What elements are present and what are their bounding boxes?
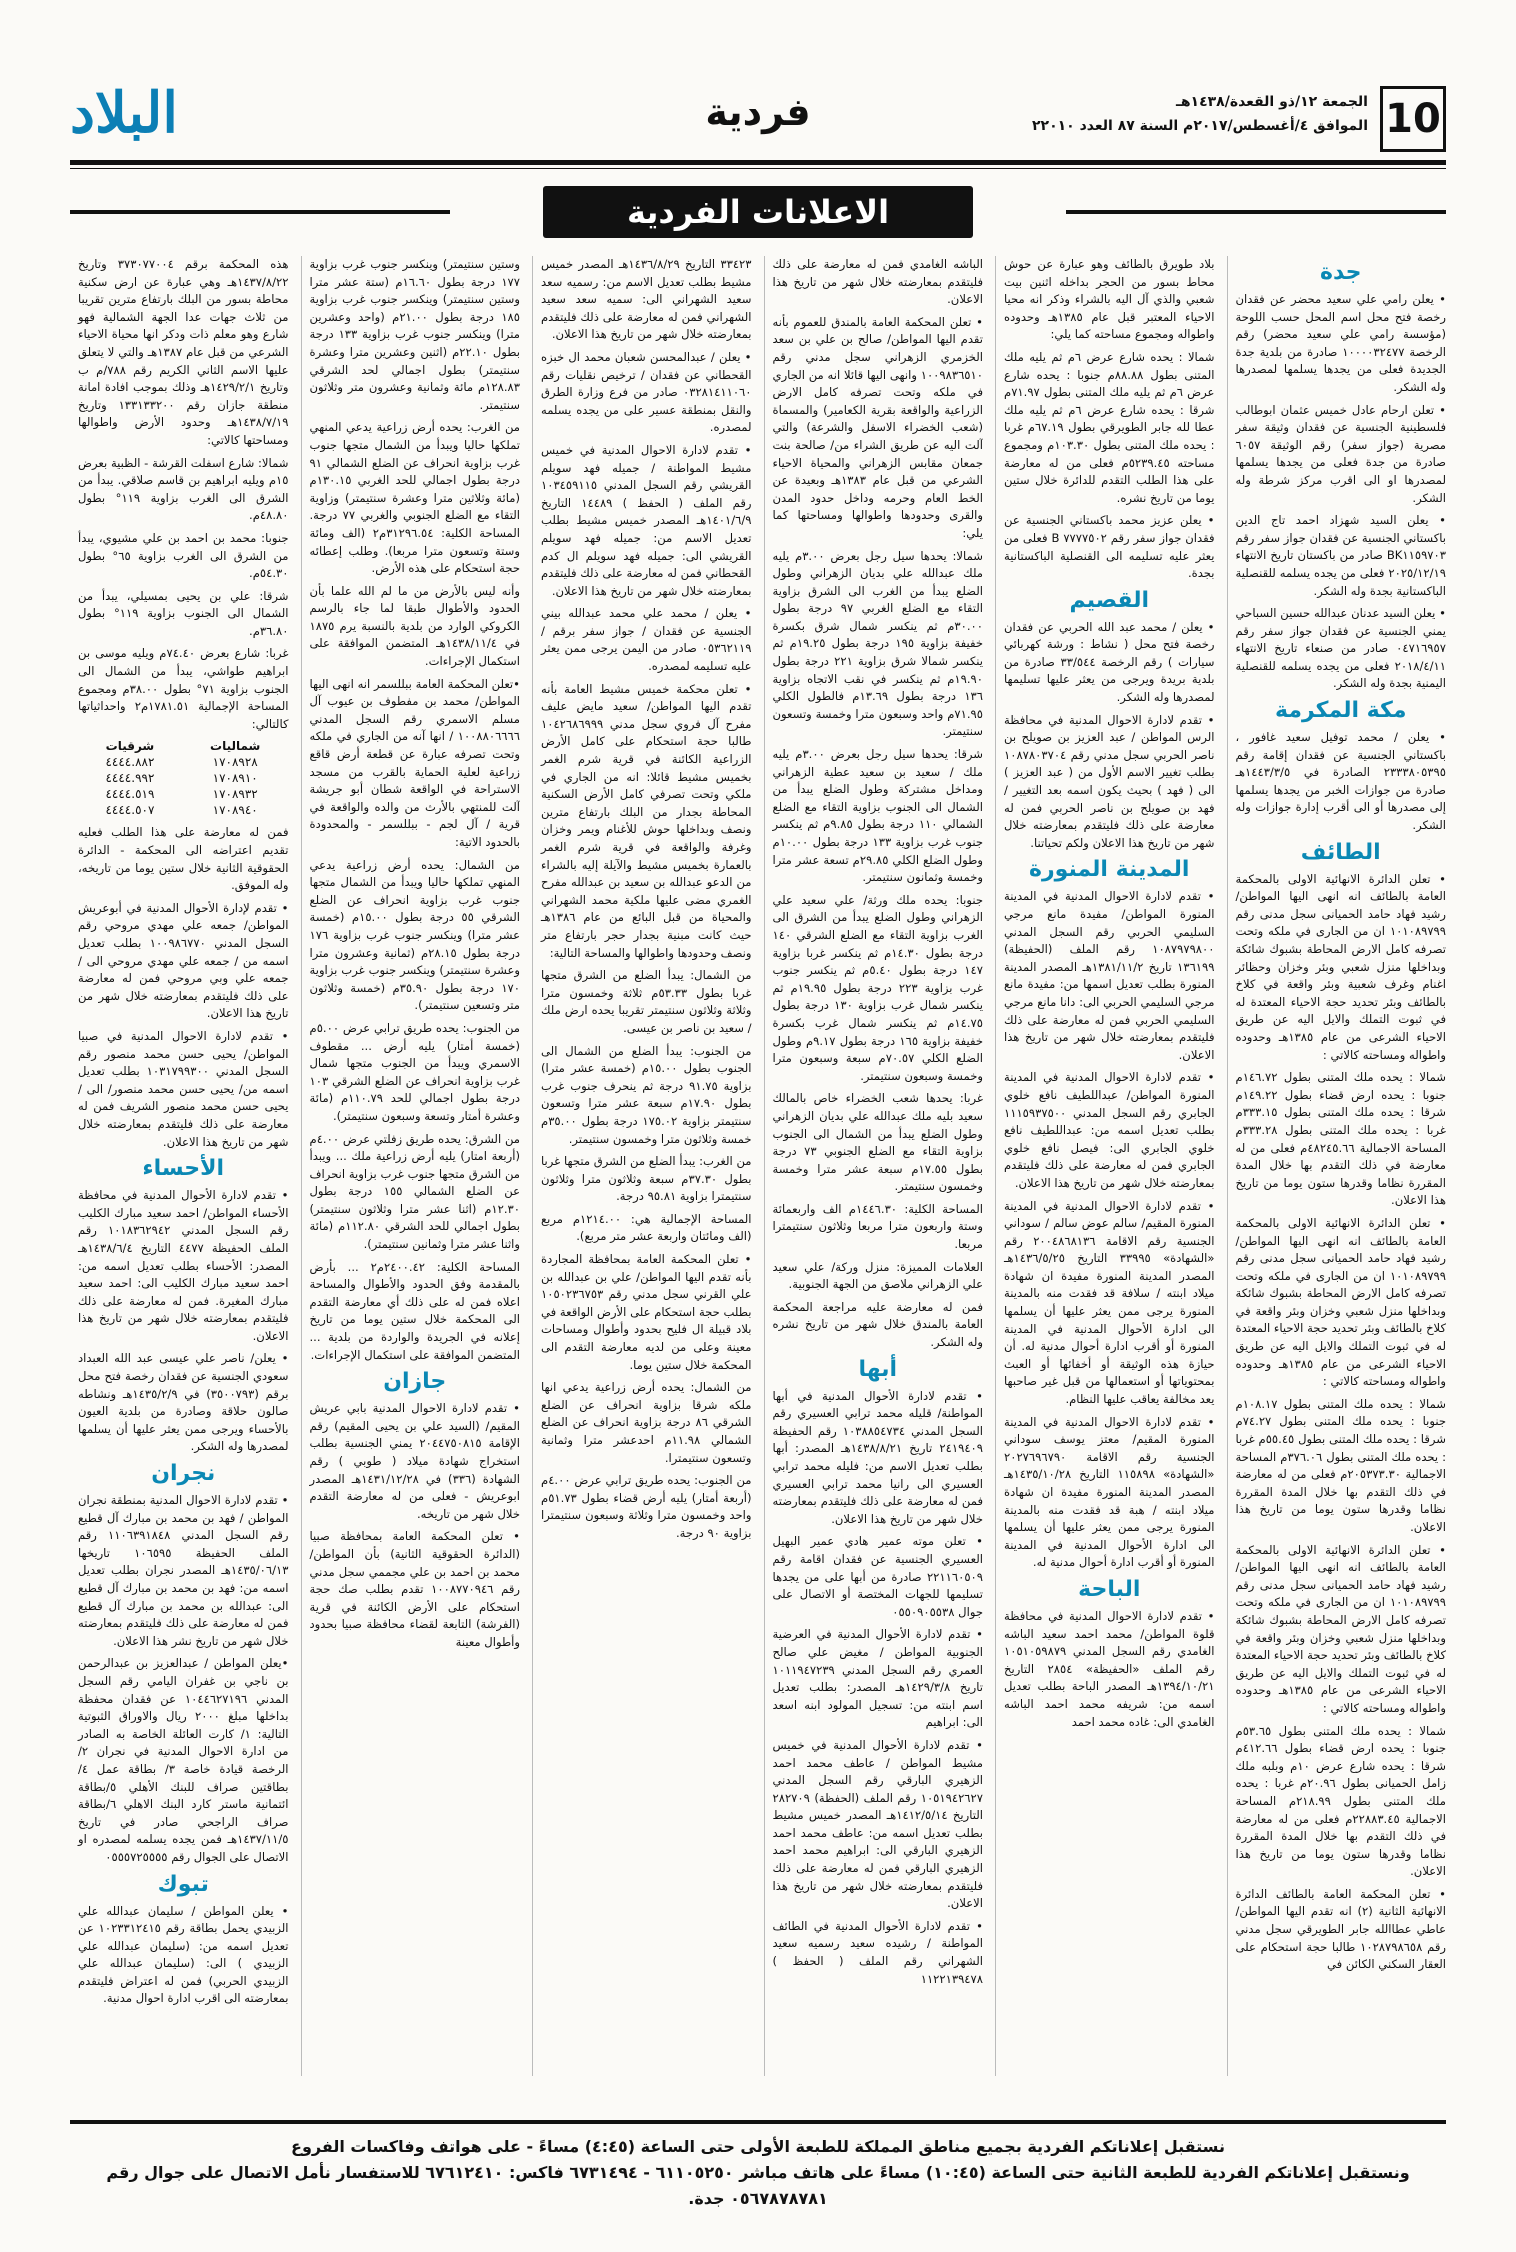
ads-columns [70, 256, 1446, 2076]
ad-text: • تقدم لادارة الأحوال المدنية في خميس مشيط المواطن / عاطف محمد احمد الزهيري البارقي رقم السجل المدني ١٠٥١٩٤٢٦٢٧ رقم الملف (الحفظة) ٢٨٢٧٠٩ التاريخ ١٤١٢/٥/١٤هـ المصدر خميس مشيط بطلب تعديل اسمه من: عاطف محمد احمد الزهيري البارقي الى: ابراهيم محمد احمد الزهيري البارقي فمن له معارضة على ذلك فليتقدم بمعارضته خلال شهر من تاريخ هذا الاعلان. [772, 1737, 983, 1911]
ad-text: • تقدم لادارة الاحوال المدنية في المدينة المنورة المواطن/ عبداللطيف نافع خلوي الجابري رقم السجل المدني ١١١٥٩٣٧٥٠٠ بطلب تعديل اسمه من: عبداللطيف نافع خلوي الجابري الى: فيصل نافع خلوي الجابري فمن له معارضة على ذلك فليتقدم بمعارضته خلال شهر من تاريخ هذا الاعلان. [1004, 1070, 1215, 1190]
ad-text: • تقدم لادارة الأحوال المدنية في أبها المواطنة/ قليله محمد ترابي العسيري رقم السجل المدني ١٠٣٨٨٥٤٧٣٤ رقم الحفيظة ٢٤١٩٤٠٩ تاريخ ١٤٣٨/٨/٢١هـ المصدر: أبها بطلب تعديل الاسم من: فليله محمد ترابي العسيري الى رانيا محمد ترابي العسيري فمن له معارضة على ذلك فليتقدم بمعارضته خلال شهر من تاريخ هذا الاعلان. [772, 1388, 983, 1526]
ad-text: • يعلن / محمد عبد الله الحربي عن فقدان رخصة فتح محل ( نشاط : ورشة كهربائي سيارات ) رقم الرخصة ٣٣/٥٤٤ صادرة من بلدية بريدة ويرجى من يعثر عليها تسليمها لمصدرها وله الشكر. [1004, 619, 1215, 705]
ad-text: شمالا: شارع اسفلت القرشة - الظبية بعرض ١٥م ويليه ابراهيم بن قاسم صلاقي. يبدأ من الشرق الى الغرب بزاوية ١١٩° بطول ٤٨.٨٠م. [78, 455, 289, 523]
ad-text: • تعلن الدائرة الانهائية الاولى بالمحكمة العامة بالطائف انه انهى اليها المواطن/ رشيد فهاد حامد الحميانى سجل مدنى رقم ١٠١٠٨٩٧٩٩ ان من الجارى في ملكه وتحت تصرفه كامل الارض المحاطة بشبوك شائكة وبداخلها منزل شعبي وبئر وخزان وحظائر اغنام وغرف شعبية وبئر واقعة في كلاخ بالطائف وبئر تحديد حجة الاحياء المعتدة له في ثبوت التملك والايل اليه عن طريق الاحياء الشرعى من عام ١٣٨٥هـ وحدوده واطواله ومساحته كالاتي : [1235, 871, 1446, 1062]
ad-text: الباشه الغامدي فمن له معارضة على ذلك فليتقدم بمعارضته خلال شهر من تاريخ هذا الاعلان. [772, 257, 983, 307]
banner-title: الاعلانات الفردية [543, 186, 973, 238]
ad-text: • تقدم لادارة الاحوال المدنية بابي عريش المقيم/ (السيد علي بن يحيى المقيم) رقم الإقامة ٢٠٤٤٧٥٠٨١٥ يمني الجنسية بطلب استخراج شهادة ميلاد ( طوبي ) رقم الشهادة (٣٣٦) في ١٤٣١/١٢/٢٨هـ المصدر ابوعريش - فعلى من له معارضة التقدم خلال شهر من تاريخه. [309, 1401, 520, 1521]
ad-text: المساحة الكلية: ٢٤٠٠.٤٢م٢ ... بأرض بالمقدمة وفق الحدود والأطوال والمساحة اعلاه فمن له على ذلك أي معارضة التقدم الى المحكمة خلال ستين يوما من تاريخ إعلانه في الجريدة والواردة من بلدية ... المتضمن الموافقة على استكمال الإجراءات. [309, 1259, 520, 1362]
ad-text: • تعلن المحكمة العامة بمحافظة المجاردة بأنه تقدم اليها المواطن/ علي بن عبدالله بن علي القرني سجل مدني رقم ١٠٥٠٢٣٦٧٥٣ بطلب حجة استحكام على الأرض الواقعة في بلاد قبيلة ال فليح بحدود وأطوال ومساحات معينة وعلى من لديه معارضة التقدم الى المحكمة خلال ستين يوما. [541, 1252, 752, 1372]
ad-text: • تقدم لادارة الاحوال المدنية في صبيا المواطن/ يحيى حسن محمد منصور رقم السجل المدني ١٠٣١٧٩٩٣٠٠ بطلب تعديل اسمه من/ يحيى حسن محمد منصور/ الى / يحيى حسن محمد منصور الشريف فمن له معارضة على ذلك فليتقدم بمعارضته خلال شهر من تاريخ هذا الاعلان. [78, 1028, 289, 1149]
ad-text: • يعلن المواطن / سليمان عبدالله علي الزبيدي يحمل بطاقة رقم ١٠٢٣٣١٢٤١٥ عن تعديل اسمه من: (سليمان عبدالله علي الزبيدي ) الى: (سليمان عبدالله علي الزبيدي الحربي) فمن له اعتراض فليتقدم بمعارضته الى اقرب ادارة احوال مدنية. [78, 1903, 289, 2006]
ad-text: من الشرق: يحده طريق زفلتي عرض ٤.٠٠م (أربعة امتار) يليه أرض زراعية ملك ... ويبدأ من الشرق متجها جنوب غرب بزاوية انحراف عن الضلع الشمالي ١٥٥ درجة بطول ١٢.٣٠م (اثنا عشر مترا وثلاثون سنتيمتر) بطول اجمالي للحد الشرقي ١١٢.٨٠م (مائة واثنا عشر مترا وثمانين سنتيمتر). [309, 1131, 520, 1252]
ad-text: • تقدم لادارة الاحوال المدنية في محافظة الرس المواطن / عبد العزيز بن صويلح بن ناصر الحربي سجل مدني رقم ١٠٨٧٨٠٣٧٠٤ بطلب تغيير الاسم الأول من ( عبد العزيز ) الى ( فهد ) بحيث يكون اسمه بعد التغيير / فهد بن صويلح بن ناصر الحربي فمن له معارضة على ذلك فليتقدم بمعارضته خلال شهر من تاريخ هذا الاعلان ولكم تحياتنا. [1004, 712, 1215, 850]
ad-text: • تقدم لإدارة الأحوال المدنية في أبوعريش المواطن/ جمعه علي مهدي مروحي رقم السجل المدني ١٠٠٩٨٦٧٧٠ بطلب تعديل اسمه من / جمعه علي مهدي مروحي الى / جمعه علي وبي مروحي فمن له معارضة على ذلك فليتقدم بمعارضته خلال شهر من تاريخ هذا الاعلان. [78, 900, 289, 1021]
ad-text: • تعلن الدائرة الانهائية الاولى بالمحكمة العامة بالطائف انه انهى اليها المواطن/ رشيد فهاد حامد الحميانى سجل مدنى رقم ١٠١٠٨٩٧٩٩ ان من الجارى في ملكه وتحت تصرفه كامل الارض المحاطة بشبوك شائكة وبداخلها منزل شعبي وخزان وبئر واقعة في كلاخ بالطائف وبئر تحديد حجة الاحياء المعتدة له في ثبوت التملك والايل اليه عن طريق الاحياء الشرعى من عام ١٣٨٥هـ وحدوده واطواله ومساحته كالاتي : [1235, 1215, 1446, 1389]
city-heading: نجران [151, 1461, 216, 1487]
ad-text: العلامات المميزة: منزل وركة/ علي سعيد علي الزهراني ملاصق من الجهة الجنوبية. [772, 1259, 983, 1292]
ad-text: • يعلن السيد عدنان عبدالله حسين السباحي يمني الجنسية عن فقدان جواز سفر رقم ٠٤٧١٦٩٥٧ صادر من صنعاء تاريخ الانتهاء ٢٠١٨/٤/١١ فعلى من يجده يسلمه للقنصلية اليمنية بجدة وله الشكر. [1235, 606, 1446, 691]
coordinates-table [78, 738, 289, 818]
ad-text: من الجنوب: يحده طريق ترابي عرض ٥.٠٠م (خمسة أمتار) يليه أرض ... مقطوف الاسمري ويبدأ من الجنوب متجها شمال غرب بزاوية انحراف عن الضلع الشرقي ١٠٣ درجة بطول اجمالي للحد ١١٠.٧٩م (مائة وعشرة أمتار وتسعة وسبعون سنتيمتر). [309, 1020, 520, 1123]
ad-text: من الغرب: يبدأ الضلع من الشرق متجها غربا بطول ٣٧.٣٠م سبعة وثلاثون مترا وثلاثون سنتيمترا بزاوية ٩٥.٨١ درجة. [541, 1154, 752, 1204]
ad-text: • تعلن الدائرة الانهائية الاولى بالمحكمة العامة بالطائف انه انهى اليها المواطن/ رشيد فهاد حامد الحميانى سجل مدنى رقم ١٠١٠٨٩٧٩٩ ان من الجارى في ملكه وتحت تصرفه كامل الارض المحاطة بشبوك شائكة وبداخلها منزل شعبي وخزان وبئر واقعة في كلاخ بالطائف وبئر تحديد حجة الاحياء المعتدة له في ثبوت التملك والايل اليه عن طريق الاحياء الشرعى من عام ١٣٨٥هـ وحدوده واطواله ومساحته كالاتي : [1235, 1542, 1446, 1715]
ad-text: شمالا : يحده ملك المتنى بطول ١٤٦.٧٢م جنوبا : يحده ارض قضاء بطول ١٤٩.٢٢م شرقا : يحده ملك المتنى بطول ٣٣٣.١٥م غربا : يحده ملك المتنى بطول ٣٣٣.٢٨م المساحة الاجمالية ٤٨٢٤٥.٦٦م فعلى من له معارضة في ذلك التقدم بها خلال المدة المقررة نظاما وقدرها ستون يوما من تاريخ هذا الاعلان. [1235, 1070, 1446, 1208]
ad-text: • تقدم لادارة الاحوال المدنية في خميس مشيط المواطنة / جميله فهد سويلم القريشي رقم السجل المدني ١٠٣٤٥٩١١٥ رقم الملف ( الحفظ ) ١٤٤٨٩ التاريخ ١٤٠١/٦/٩هـ المصدر خميس مشيط بطلب تعديل الاسم من: جميله فهد سويلم القريشي الى: جميله فهد سويلم ال كدم القحطاني فمن له معارضة على ذلك فليتقدم بمعارضته خلال شهر من تاريخ هذا الاعلان. [541, 442, 752, 598]
city-heading: الباحة [1078, 1576, 1141, 1602]
ad-text: ٣٣٤٢٣ التاريخ ١٤٣٦/٨/٢٩هـ المصدر خميس مشيط بطلب تعديل الاسم من: رسميه سعد سعيد الشهراني الى: سميه سعد سعيد الشهراني فمن له معارضة على ذلك فليتقدم بمعارضته خلال شهر من تاريخ هذا الاعلان. [541, 257, 752, 342]
ad-text: المساحة الكلية: ١٤٤٦.٣٠م الف واربعمائة وستة واربعون مترا مربعا وثلاثون سنتيمترا مربعا. [772, 1201, 983, 1252]
ad-column [70, 256, 289, 2076]
table-cell: ٤٤٤٤.٨٨٢ [105, 755, 155, 770]
ad-text: • تقدم لادارة الاحوال المدنية في المدينة المنورة المقيم/ معتز يوسف سوداني الجنسية رقم الاقامة ٢٠٢٧٦٩٦٧٩٠ «الشهادة» ١١٥٨٩٨ التاريخ ١٤٣٥/١٠/٢٨هـ المصدر المدينة المنورة مفيدة ان شهادة ميلاد ابنته / هبة قد فقدت منه بالمدينة المنورة يرجى ممن يعثر عليها أن يسلمها الى ادارة الأحوال المدنية في المدينة المنورة أو أقرب ادارة أحوال مدنية له. [1004, 1414, 1215, 1570]
ad-text: من الجنوب: يبدأ الضلع من الشمال الى الجنوب بطول ١٥.٠٠م (خمسة عشر مترا) بزاوية ٩١.٧٥ درجة ثم ينحرف جنوب غرب بطول ١٧.٩٠م سبعة عشر مترا وتسعون سنتيمتر بزاوية ١٧٥.٠٢ درجة بطول ٣٥.٠٠م خمسة وثلاثون مترا وخمسون سنتيمتر. [541, 1043, 752, 1146]
city-heading: المدينة المنورة [1029, 857, 1190, 883]
table-row [78, 786, 289, 802]
ad-text: شمالا: يحدها سيل رجل بعرض ٣.٠٠م يليه ملك عبدالله علي بديان الزهراني وطول الضلع يبدأ من الغرب الى الشرق بزاوية التقاء مع الضلع الغربي ٩٧ درجة بطول ٣٠.٠٠م ثم ينكسر شمال شرق بكسرة خفيفة بزاوية ١٩٥ درجة بطول ١٩.٢٥م ثم ينكسر شمالا شرق بزاوية ٢٢١ درجة بطول ١٩.٩٠م ثم ينكسر في نقب الاتجاه بزاوية ١٣٦ درجة بطول ١٣.٦٩م فالطول الكلي ٧١.٩٥م واحد وسبعون مترا وخمسة وتسعون سنتيمتر. [772, 548, 983, 739]
ad-text: من الغرب: يحده أرض زراعية يدعي المنهي تملكها حاليا ويبدأ من الشمال متجها جنوب غرب بزاوية انحراف عن الضلع الشمالي ٩١ درجة بطول اجمالي للحد الغربي ١٣٠.١٥م (مائة وثلاثين مترا وعشرة سنتيمتر) وزاوية التقاء مع الضلع الجنوبي والغربي ٧٧ درجة. المساحة الكلية: ٣١٢٩٦.٥٤م٢ (الف ومائة وستة وتسعون مترا مربعا). وطلب إعطائه حجة استحكام على هذه الأرض. [309, 420, 520, 576]
table-cell: ٤٤٤٤.٥٠٧ [105, 803, 155, 818]
ad-text: من الشمال: يحده أرض زراعية يدعي المنهي تملكها حاليا ويبدأ من الشمال متجها جنوب غرب بزاوية انحراف عن الضلع الشرقي ٥٥ درجة بطول ١٥.٠٠م (خمسة عشر مترا) وينكسر جنوب غرب بزاوية ١٧٦ درجة بطول ٢٨.١٥م (ثمانية وعشرون مترا وعشرة سنتيمتر) وينكسر جنوب غرب بزاوية ١٧٠ درجة بطول ٣٥.٩٠م (خمسة وثلاثون متر وتسعين سنتيمتر). [309, 857, 520, 1013]
footer-line-1: نستقبل إعلاناتكم الفردية بجميع مناطق المملكة للطبعة الأولى حتى الساعة (٤:٤٥) مساءً - على هواتف وفاكسات الفروع [291, 2137, 1225, 2156]
ad-text: شمالا : يحده شارع عرض ٦م ثم يليه ملك المتنى بطول ٨٨.٨٨م جنوبا : يحده شارع عرض ٦م ثم يليه ملك المتنى بطول ٧١.٩٧م شرقا : يحده شارع عرض ٦م ثم يليه ملك عطا لله جابر الطويرقي بطول ٦٧.١٩م غربا : يحده ملك المتنى بطول ١٠٣.٣٠م ومجموع مساحته ٥٢٣٩.٤٥م فعلى من له معارضة على هذا الطلب التقدم للدائرة خلال ستين يوما من تاريخ نشره. [1004, 349, 1215, 505]
ad-text: • يعلن / عبدالمحسن شعبان محمد ال خبزه القحطاني عن فقدان / ترخيص نقليات رقم ٠٣٢٨١٤١١٠٦٠ صادر من فرع وزارة الطرق والنقل بمنطقة عسير على من يجده يسلمه لمصدره. [541, 349, 752, 435]
ad-text: • تقدم لادارة الاحوال المدنية بمنطقة نجران المواطن / فهد بن محمد بن مبارك آل قطيع رقم السجل المدني ١١٠٦٣٩١٨٤٨ رقم الملف الحفيظة ١٠٦٥٩٥ تاريخها ١٤٣٥/٠٦/١٣هـ المصدر نجران بطلب تعديل اسمه من: فهد بن محمد بن مبارك آل قطيع الى: عبدالله بن محمد بن مبارك آل قطيع فمن له معارضة على ذلك فليتقدم بمعارضته خلال شهر من تاريخ نشر هذا الاعلان. [78, 1493, 289, 1648]
table-cell: ١٧٠٨٩٣٢ [212, 787, 258, 802]
footer [70, 2120, 1446, 2208]
city-heading: تبوك [157, 1871, 209, 1897]
city-heading: جدة [1319, 260, 1362, 285]
ad-text: • تقدم لادارة الاحوال المدنية في محافظة قلوة المواطن/ محمد احمد سعيد الباشه الغامدي رقم السجل المدني ١٠٥١٠٥٩٨٧٩ رقم الملف «الحفيظة» ٢٨٥٤ التاريخ ١٣٩٤/١٠/٢١هـ المصدر الباحة بطلب تعديل اسمه من: شريفه محمد احمد الباشه الغامدي الى: غاده محمد احمد [1004, 1608, 1215, 1729]
page-number: 10 [1380, 86, 1446, 152]
ad-text: غربا: يحدها شعب الخضراء خاص بالمالك سعيد بليه ملك عبدالله علي بديان الزهراني وطول الضلع يبدأ من الشمال الى الجنوب بزاوية التقاء مع الضلع الجنوبي ٧٣ درجة بطول ١٧.٥٥م سبعة عشر مترا وخمسة وخمسون سنتيمتر. [772, 1091, 983, 1194]
table-header: شماليات [210, 739, 261, 754]
ad-text: فمن له معارضة عليه مراجعة المحكمة العامة بالمندق خلال شهر من تاريخ نشره وله الشكر. [772, 1299, 983, 1350]
ad-column [764, 256, 984, 2076]
ad-text: جنوبا: محمد بن احمد بن علي مشيوي، يبدأ من الشرق الى الغرب بزاوية ٦٥° بطول ٥٤.٣٠م. [78, 530, 289, 581]
ad-text: • تقدم لادارة الأحوال المدنية في محافظة الأحساء المواطن/ احمد سعيد مبارك الكليب رقم السجل المدني ١٠١٨٣٦٢٩٤٢ رقم الملف الحفيظة ٤٤٧٧ التاريخ ١٤٣٨/٦/٤هـ المصدر: الأحساء بطلب تعديل اسمه من: احمد سعيد مبارك الكليب الى: احمد سعيد مبارك المغيرة. فمن له معارضة على ذلك فليتقدم بمعارضته خلال شهر من تاريخ هذا الاعلان. [78, 1188, 289, 1343]
ad-text: • يعلن رامي علي سعيد محضر عن فقدان رخصة فتح محل اسم المحل حسب اللوحة (مؤسسة رامي علي سعيد محضر) رقم الرخصة ١٠٠٠٠٣٢٤٧٧ صادرة من بلدية جدة الجديدة فعلى من يجدها يسلمها لمصدرها وله الشكر. [1235, 292, 1446, 394]
ad-text: المساحة الإجمالية هي: ١٢١٤.٠٠م مربع (الف ومائتان واربعة عشر متر مربع). [541, 1211, 752, 1244]
table-cell: ٤٤٤٤.٥١٩ [105, 787, 155, 802]
ad-text: فمن له معارضة على هذا الطلب فعليه تقديم اعتراضه الى المحكمة - الدائرة الحقوقية الثانية خلال ستين يوما من تاريخه، وله الموفق. [78, 825, 289, 893]
ad-text: • تعلن محكمة خميس مشيط العامة بأنه تقدم اليها المواطن/ سعيد مايض عليف مفرح آل فروي سجل مدني ١٠٤٢٦٨٦٩٩٩ طالبا حجة استحكام على كامل الأرض الزراعية الكائنة في قرية شرم الغمر بخميس مشيط قائلا: انه من الجاري في ملكي وتحت تصرفي كامل الأرض السكنية المحاطة بجدار من البلك بارتفاع مترين ونصف وبداخلها حوش للأغنام ويمر وخزان وغرفة والواقعة في قرية شرم الغمر بالعمارة بخميس مشيط والآيلة إليه بالشراء من الدعو عبدالله بن سعيد بن عبدالله مفرح الغمري مضى عليها ملكية محمد الشهراني والمحياة من قبل البائع من عام ١٣٨٦هـ حيث كانت مبنية بجدار حجر بارتفاع متر ونصف وحدودها واطوالها والمساحة التالية: [541, 681, 752, 960]
city-heading: القصيم [1069, 587, 1150, 613]
city-heading: أبها [858, 1356, 898, 1382]
ad-text: وستين سنتيمتر) وينكسر جنوب غرب بزاوية ١٧٧ درجة بطول ١٦.٦٠م (ستة عشر مترا وستين سنتيمتر) وينكسر جنوب غرب بزاوية ١٨٥ درجة بطول ٢١.٠٠م (واحد وعشرين مترا) وينكسر جنوب غرب بزاوية ١٣٣ درجة بطول ٢٢.١٠م (اثنين وعشرين مترا وعشرة سنتيمتر) بطول اجمالي لحد الشرقي ١٢٨.٨٣م مائة وثمانية وعشرون متر وثلاثون سنتيمتر. [309, 257, 520, 412]
ad-text: • تقدم لادارة الاحوال المدنية في المدينة المنورة المواطن/ مفيدة مانع مرجي السليمي الحربي رقم السجل المدني ١٠٨٧٩٧٩٨٠٠ رقم الملف (الحفيظة) ١٣٦١٩٩ تاريخ ١٣٨١/١١/٢هـ المصدر المدينة المنورة بطلب تعديل اسمها من: مفيدة مانع مرجي السليمي الحربي الى: دانا مانع مرجي السليمي الحربي فمن له معارضة على ذلك فليتقدم بمعارضته خلال شهر من تاريخ هذا الاعلان. [1004, 889, 1215, 1062]
table-cell: ٤٤٤٤.٩٩٢ [105, 771, 155, 786]
masthead-rule [70, 160, 1446, 165]
ad-text: • يعلن عزيز محمد باكستاني الجنسية عن فقدان جواز سفر رقم ٧٧٧٧٥٠٢ B فعلى من يعثر عليه تسليمه الى القنصلية الباكستانية بجدة. [1004, 513, 1215, 581]
city-heading: الأحساء [142, 1156, 225, 1182]
footer-line-2: ونستقبل إعلاناتكم الفردية للطبعة الثانية حتى الساعة (١٠:٤٥) مساءً على هاتف مباشر ٦١١٠٥٢٥٠ - ٦٧٣١٤٩٤ فاكس: ٦٧٦١٢٤١٠ للاستفسار نأمل الاتصال على جوال رقم ٠٥٦٧٨٧٨٧٨١ جدة. [106, 2163, 1410, 2208]
ad-text: • يعلن / محمد علي محمد عبدالله بيني الجنسية عن فقدان / جواز سفر برقم / ٠٥٣٦٢١١٩ صادر من اليمن يرجى ممن يعثر عليه تسليمه لمصدره. [541, 606, 752, 674]
ad-text: من الجنوب: يحده طريق ترابي عرض ٤.٠٠م (أربعة أمتار) يليه أرض قضاء بطول ٥١.٧٣م واحد وخمسون مترا وثلاثة وسبعون سنتيمترا بزاوية ٩٠ درجة. [541, 1473, 752, 1540]
ad-text: بلاد طويرق بالطائف وهو عبارة عن حوش محاط بسور من الحجر بداخله اثنين بيت شعبي والذي آل اليه بالشراء وذكر انه محيا الاحياء المعتبر قبل عام ١٣٨٥هـ وحدوده واطواله ومجموع مساحته كما يلي: [1004, 257, 1215, 342]
city-heading: جازان [383, 1369, 447, 1395]
ad-text: • تعلن موته عمير هادي عمير البهيل العسيري الجنسية عن فقدان اقامة رقم ٢٢١١٦٠٥٠٩ صادرة من أبها على من يجدها تسليمها للجهات المختصة أو الاتصال على جوال ٠٥٥٠٩٠٥٥٣٨ [772, 1534, 983, 1619]
ad-column [532, 256, 752, 2076]
ad-text: • تقدم لادارة الأحوال المدنية في الطائف المواطنة / رشيده سعيد رسميه سعيد الشهراني رقم الملف ( الحفظ ) ١١٢٢١٣٩٤٧٨ [772, 1918, 983, 1986]
table-cell: ١٧٠٨٩١٠ [212, 771, 258, 786]
table-cell: ١٧٠٨٩٢٨ [212, 755, 258, 770]
section-title: فردية [705, 90, 811, 134]
ad-text: •تعلن المحكمة العامة ببللسمر انه انهى اليها المواطن/ محمد بن مفطوف بن عيوب آل مسلم الاسمري رقم السجل المدني ١٠٠٨٨٠٦٦٦٦ / انها آنه من الجاري في ملكه وتحت تصرفه عبارة عن قطعة أرض قاقع زراعية لعلية الحماية بالقرب من مسجد الاستراحة في الواقعة شطان أبو جريشة آلت للمنتهي بالأرث من والده والواقعة في قرية / آل لجم - ببللسمر - والمحدودة بالحدود الاتية: [309, 676, 520, 849]
masthead [70, 80, 1446, 158]
banner-rule-left [70, 210, 450, 214]
ad-column [1227, 256, 1447, 2076]
city-heading: الطائف [1300, 839, 1381, 865]
ad-text: من الشمال: يبدأ الضلع من الشرق متجها غربا بطول ٥٣.٣٣م ثلاثة وخمسون مترا وثلاثة وثلاثون سنتيمتر تقريبا يحده ارض ملك / سعيد بن ناصر بن عيسى. [541, 968, 752, 1035]
ad-column [301, 256, 521, 2076]
ad-column [995, 256, 1215, 2076]
ad-text: • يعلن / محمد توفيل سعيد غافور ، باكستاني الجنسية عن فقدان إقامة رقم ٢٣٣٣٨٠٥٣٩٥ الصادرة في ١٤٤٣/٣/٥هـ صادرة من جوازات الخبر من يجدها يسلمها إلى مصدرها أو الى أقرب إدارة جوازات وله الشكر. [1235, 730, 1446, 833]
ad-text: جنوبا: يحده ملك ورثة/ علي سعيد علي الزهراني وطول الضلع يبدأ من الشرق الى الغرب بزاوية التقاء مع الضلع الشرقي ١٤٠ درجة بطول ١٤.٣٠م ثم ينكسر غربا بزاوية ١٤٧ درجة بطول ٥.٤٠م ثم ينكسر جنوب غرب بزاوية ٢٢٣ درجة بطول ١٩.٩٥م ثم ينكسر شمال غرب بزاوية ١٣٠ درجة بطول ١٤.٧٥م ثم ينكسر شمال غرب بكسرة خفيفة بزاوية ١٦٥ درجة بطول ٩.١٧م وطول الضلع الكلي ٧٠.٥٧م سبعة وسبعون مترا وخمسة وسبعون سنتيمتر. [772, 892, 983, 1083]
table-row [78, 770, 289, 786]
ad-text: شمالا : يحده ملك المتنى بطول ١٠٨.١٧م جنوبا : يحده ملك المتنى بطول ٧٤.٢٧م شرقا : يحده ملك المتنى بطول ٥٥.٤٥م غربا : يحده ملك المتنى بطول ٣٧٦.٠٦م المساحة الاجمالية ٢٠٥٣٧٣.٣٠م فعلى من له معارضة في ذلك التقدم بها خلال المدة المقررة نظاما وقدرها ستون يوما من تاريخ هذا الاعلان. [1235, 1396, 1446, 1534]
dateline [1032, 90, 1368, 138]
table-row [78, 802, 289, 818]
newspaper-logo: البلاد [70, 80, 178, 146]
ad-text: • تعلن المحكمة العامة بمحافظة صبيا (الدائرة الحقوقية الثانية) بأن المواطن/ محمد بن احمد بن علي مجممي سجل مدني رقم ١٠٠٨٧٧٠٩٤٦ تقدم بطلب صك حجة استحكام على الأرض الكائنة في قرية (الفرشة) التابعة لقضاء محافظة صبيا بحدود وأطوال معينة [309, 1529, 520, 1649]
ad-text: • تقدم لادارة الأحوال المدنية في العرضية الجنوبية المواطن / مغيض علي صالح العمري رقم السجل المدني ١٠١١٩٤٧٢٣٩ تاريخ ١٤٢٩/٣/٨هـ المصدر: بطلب تعديل اسم ابنته من: تسجيل المولود ابنه اسعد الى: ابراهيم [772, 1627, 983, 1730]
table-cell: ١٧٠٨٩٤٠ [212, 803, 258, 818]
banner-rule-right [1066, 210, 1446, 214]
ad-text: • يعلن/ ناصر علي عيسى عبد الله العبداد سعودي الجنسية عن فقدان رخصة فتح محل برقم (٣٥٠٠٧٩٣) في ١٤٣٥/٢/٩هـ ونشاطه صالون حلاقة وصادرة من بلدية العيون بالأحساء ويرجى ممن يعثر عليها أن يسلمها لمصدرها وله الشكر. [78, 1351, 289, 1454]
ad-text: شمالا : يحده ملك المتنى بطول ٥٣.٦٥م جنوبا : يحده ارض قضاء بطول ٤١٢.٦٦م شرقا : يحده شارع عرض ١٠م وبلبه ملك زامل الحميانى بطول ٢٠.٩٦م غربا : يحده ملك المتنى بطول ٢١٨.٩٩م المساحة الاجمالية ٢٢٨٨٣.٤٥م فعلى من له معارضة في ذلك التقدم بها خلال المدة المقررة نظاما وقدرها ستون يوما من تاريخ هذا الاعلان. [1235, 1723, 1446, 1879]
ad-text: وأنه ليس بالأرض من ما لم الله علما بأن الحدود والأطوال طبقا لما جاء بالرسم الكروكي الوارد من بلدية بالنسبة يرم ١٨٧٥ في ١٤٣٨/١١/٤هـ المتضمن الموافقة على استكمال الإجراءات. [309, 583, 520, 669]
ad-text: هذه المحكمة برقم ٣٧٣٠٧٧٠٠٤ وتاريخ ١٤٣٧/٨/٢٢هـ وهي عبارة عن ارض سكنية محاطة بسور من البلك بارتفاع مترين تقريبا من ثلاث جهات عدا الجهة الشمالية فهو شارع وهو معلم ذات ودكر انها محياة الاحياء الشرعي من قبل عام ١٣٨٧هـ والتي لا يتعلق عليها الاسم الثاني الكريم رقم ٧٨٨/م ب وتاريخ ١٤٢٩/٢/١هـ وذلك بموجب افادة امانة منطقة جازان رقم ١٣٣١٣٣٢٠٠ وتاريخ ١٤٣٨/٧/١٩هـ وحدود الأرض واطوالها ومساحتها كالاتي: [78, 257, 289, 447]
table-row [78, 754, 289, 770]
section-banner [70, 186, 1446, 242]
table-header: شرقيات [105, 739, 155, 754]
ad-text: • تعلن المحكمة العامة بالطائف الدائرة الانهائية الثانية (٢) انه تقدم اليها المواطن/ عاطي عطاالله جابر الطويرقي سجل مدني رقم ١٠٢٨٧٩٨٦٥٨ طالبا حجة استحكام على العقار السكني الكائن في [1235, 1886, 1446, 1972]
ad-text: غربا: شارع بعرض ٧٤.٤٠م ويليه موسى بن ابراهيم طواشي، يبدأ من الشمال الى الجنوب بزاوية ٧١° بطول ٣٨.٠٠م ومجموع المساحة الإجمالية ١٧٨١.٥١م٢ واحداثياتها كالتالي: [78, 646, 289, 731]
ad-text: شرقا: علي بن يحيى بمسيلي، يبدأ من الشمال الى الجنوب بزاوية ١١٩° بطول ٣٦.٨٠م. [78, 588, 289, 638]
ad-text: من الشمال: يحده أرض زراعية يدعي انها ملكه شرقا بزاوية انحراف عن الضلع الشرقي ٨٦ درجة بزاوية انحراف عن الضلع الشمالي ١١.٩٨م احدعشر مترا وثمانية وتسعون سنتيمترا. [541, 1380, 752, 1465]
ad-text: • تقدم لادارة الاحوال المدنية في المدينة المنورة المقيم/ سالم عوض سالم / سوداني الجنسية رقم الاقامة ٢٠٠٤٨٦٨١٣٦ رقم «الشهادة» ٣٣٩٩٥ التاريخ ١٤٣٦/٥/٢٥هـ المصدر المدينة المنورة مفيدة ان شهادة ميلاد ابنته / سلافة قد فقدت منه بالمدينة المنورة يرجى ممن يعثر عليها أن يسلمها الى ادارة الأحوال المدنية في المدينة المنورة أو أقرب ادارة أحوال مدنية له. أن حيازة هذه الوثيقة أو أخفائها أو العبث بمحتوياتها أو استعمالها من قبل غير صاحبها يعد مخالفة يعاقب عليها النظام. [1004, 1198, 1215, 1407]
date-gregorian: الموافق ٤/أغسطس/٢٠١٧م السنة ٨٧ العدد ٢٢٠١٠ [1031, 118, 1368, 134]
masthead-rule-thin [70, 168, 1446, 169]
ad-text: • يعلن السيد شهزاد احمد تاج الدين باكستاني الجنسية عن فقدان جواز سفر رقم BK١١٥٩٧٠٣ صادر من باكستان تاريخ الانتهاء ٢٠٢٥/١٢/١٩ فعلى من يجده يسلمه للقنصلية الباكستانية بجدة وله الشكر. [1235, 513, 1446, 598]
ad-text: •يعلن المواطن / عبدالعزيز بن عبدالرحمن بن ناجي بن غفران اليامي رقم السجل المدني ١٠٤٤٦٢٧١٩٦ عن فقدان محفظة بداخلها مبلغ ٢٠٠٠ ريال والاوراق الثبوتية التالية: ١/ كارت العائلة الخاصة به الصادر من ادارة الاحوال المدنية في نجران ٢/ الرخصة قيادة خاصة ٣/ بطاقة عمل ٤/بطاقتين صراف للبنك الأهلي ٥/بطاقة ائتمانية ماستر كارد البنك الاهلي ٦/بطاقة صراف الراجحي صادر في تاريخ ١٤٣٧/١١/٥هـ فمن يجده يسلمه لمصدره او الاتصال على الجوال رقم ٠٥٥٥٧٢٥٥٥٥ [78, 1656, 289, 1864]
city-heading: مكة المكرمة [1275, 698, 1407, 724]
date-hijri: الجمعة ١٢/ذو القعدة/١٤٣٨هـ [1176, 94, 1368, 110]
ad-text: شرقا: يحدها سيل رجل بعرض ٣.٠٠م يليه ملك / سعيد بن سعيد عطية الزهراني ومداخل مشتركة وطول الضلع يبدأ من الشمال الى الجنوب بزاوية التقاء مع الضلع الشمالي ١١٠ درجة بطول ٩.٨٥م ثم ينكسر جنوب غرب بزاوية ١٣٣ درجة بطول ١٠.٠٠م وطول الضلع الكلي ٢٩.٨٥م تسعة عشر مترا وخمسة وثمانون سنتيمتر. [772, 747, 983, 885]
ad-text: • تعلن المحكمة العامة بالمندق للعموم بأنه تقدم اليها المواطن/ صالح بن علي بن سعد الخزمري الزهراني سجل مدني رقم ١٠٠٩٨٣٦٥١٠ وانهى اليها قائلا انه من الجاري في ملكه وتحت تصرفه كامل الارض الزراعية والواقعة بقرية الكعامير) والمسماة (شعب الخضراء الاسفل والشرعة) والتي آلت اليه عن طريق الشراء من/ صالحة بنت جمعان مقابس الزهراني والمحياة الاحياء الشرعي من قبل عام ١٣٨٣هـ وبعيدة عن الخط العام وحرمه وداخل حدود المدن والقرى وحدودها واطوالها ومساحتها كما يلي: [772, 314, 983, 540]
ad-text: • تعلن ارحام عادل خميس عثمان ابوطالب فلسطينية الجنسية عن فقدان وثيقة سفر مصرية (جواز سفر) رقم الوثيقة ٦٠٥٧ صادرة من جدة فعلى من يجدها يسلمها لمصدرها او الى اقرب مركز شرطة وله الشكر. [1235, 402, 1446, 505]
